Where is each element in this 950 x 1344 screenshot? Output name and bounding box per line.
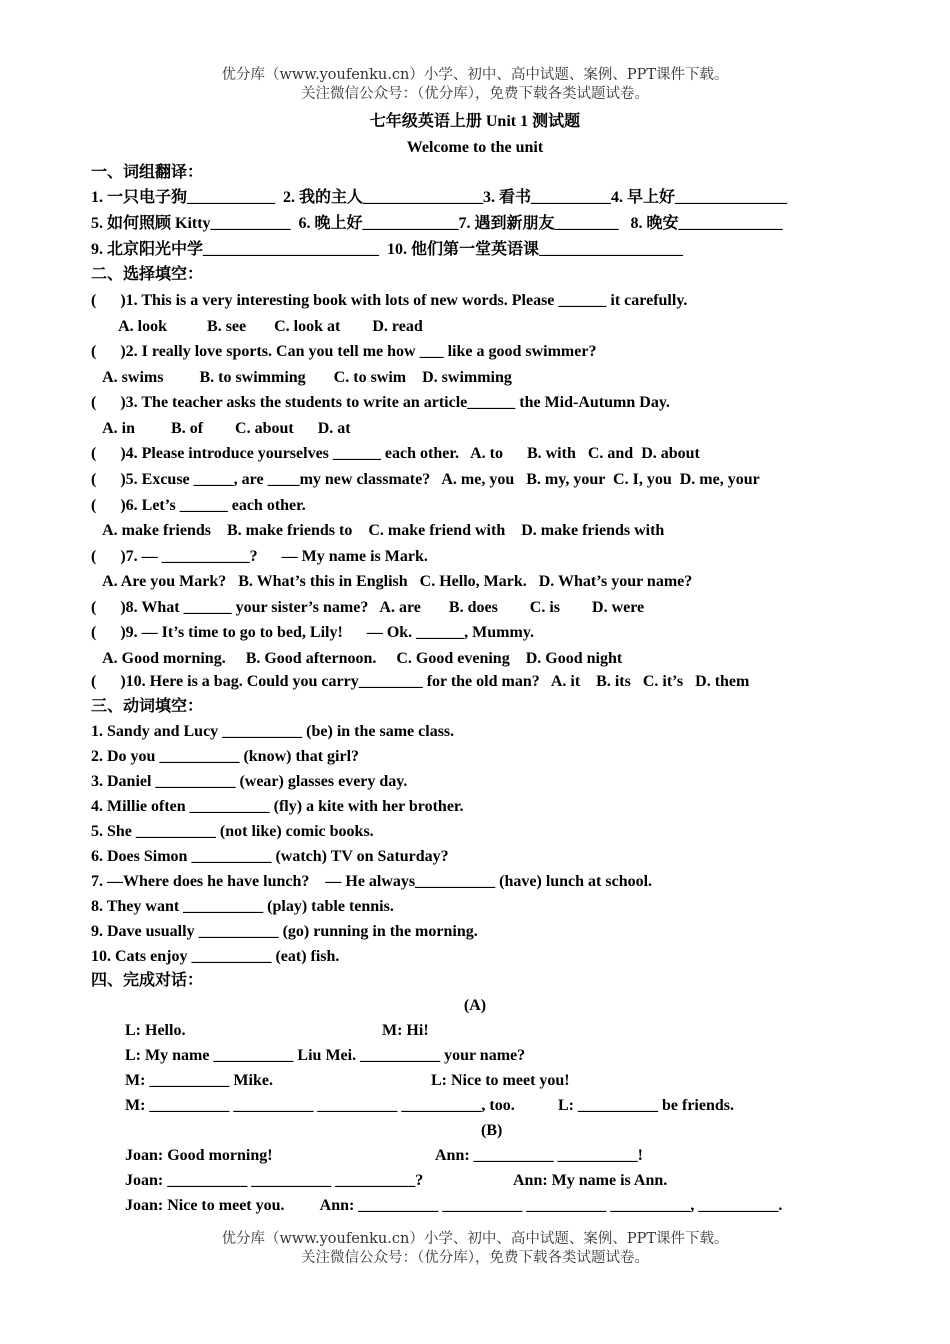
question-6: ( )6. Let’s ______ each other. <box>91 497 306 514</box>
verb-item: 6. Does Simon __________ (watch) TV on Saturday? <box>91 848 449 865</box>
dialogue-b-line-2-left: Joan: __________ __________ __________? <box>125 1172 424 1189</box>
dialogue-a-line-2: L: My name __________ Liu Mei. __________ your name? <box>125 1047 526 1064</box>
dialogue-b-line-1-left: Joan: Good morning! <box>125 1147 273 1164</box>
dialogue-a-line-4-left: M: __________ __________ __________ __________, too. <box>125 1097 515 1114</box>
section1-line: 5. 如何照顾 Kitty__________ 6. 晚上好____________7. 遇到新朋友________ 8. 晚安_____________ <box>91 215 783 232</box>
question-2-options: A. swims B. to swimming C. to swim D. swimming <box>91 369 512 386</box>
dialogue-a-line-1-left: L: Hello. <box>125 1022 186 1039</box>
header-line-2: 关注微信公众号：（优分库），免费下载各类试题试卷。 <box>301 86 649 102</box>
question-2: ( )2. I really love sports. Can you tell me how ___ like a good swimmer? <box>91 343 597 360</box>
question-7: ( )7. — ___________? — My name is Mark. <box>91 548 428 565</box>
verb-item: 9. Dave usually __________ (go) running in the morning. <box>91 923 478 940</box>
page-subtitle: Welcome to the unit <box>406 139 544 156</box>
section4-heading: 四、完成对话： <box>91 972 204 989</box>
verb-item: 3. Daniel __________ (wear) glasses every day. <box>91 773 408 790</box>
dialogue-a-label: (A) <box>463 997 487 1014</box>
dialogue-b-line-1-right: Ann: __________ __________! <box>435 1147 644 1164</box>
section1-heading: 一、词组翻译： <box>91 164 204 181</box>
dialogue-a-line-4-right: L: __________ be friends. <box>558 1097 734 1114</box>
dialogue-b-line-3: Joan: Nice to meet you. Ann: __________ __________ __________ __________, __________. <box>125 1197 783 1214</box>
question-4: ( )4. Please introduce yourselves ______ each other. A. to B. with C. and D. about <box>91 445 700 462</box>
dialogue-a-line-3-right: L: Nice to meet you! <box>431 1072 570 1089</box>
footer-line-2: 关注微信公众号：（优分库），免费下载各类试题试卷。 <box>301 1250 649 1266</box>
dialogue-b-line-2-right: Ann: My name is Ann. <box>513 1172 668 1189</box>
question-9-options: A. Good morning. B. Good afternoon. C. Good evening D. Good night <box>91 650 623 667</box>
question-6-options: A. make friends B. make friends to C. make friend with D. make friends with <box>91 522 665 539</box>
dialogue-a-line-1-right: M: Hi! <box>382 1022 429 1039</box>
footer-line-1: 优分库（www.youfenku.cn）小学、初中、高中试题、案例、PPT课件下载。 <box>221 1231 729 1247</box>
verb-item: 8. They want __________ (play) table tennis. <box>91 898 394 915</box>
dialogue-a-line-3-left: M: __________ Mike. <box>125 1072 273 1089</box>
verb-item: 2. Do you __________ (know) that girl? <box>91 748 360 765</box>
section1-line: 1. 一只电子狗___________ 2. 我的主人_______________3. 看书__________4. 早上好______________ <box>91 189 788 206</box>
section3-heading: 三、动词填空： <box>91 698 204 715</box>
question-5: ( )5. Excuse _____, are ____my new classmate? A. me, you B. my, your C. I, you D. me, your <box>91 471 760 488</box>
section2-heading: 二、选择填空： <box>91 266 204 283</box>
verb-item: 4. Millie often __________ (fly) a kite with her brother. <box>91 798 464 815</box>
verb-item: 10. Cats enjoy __________ (eat) fish. <box>91 948 340 965</box>
question-3-options: A. in B. of C. about D. at <box>91 420 351 437</box>
section1-line: 9. 北京阳光中学______________________ 10. 他们第一堂英语课__________________ <box>91 241 684 258</box>
question-1-options: A. look B. see C. look at D. read <box>91 318 423 335</box>
question-3: ( )3. The teacher asks the students to write an article______ the Mid-Autumn Day. <box>91 394 670 411</box>
header-line-1: 优分库（www.youfenku.cn）小学、初中、高中试题、案例、PPT课件下载。 <box>221 67 729 83</box>
question-10: ( )10. Here is a bag. Could you carry________ for the old man? A. it B. its C. it’s D. them <box>91 673 750 690</box>
question-1: ( )1. This is a very interesting book with lots of new words. Please ______ it carefully. <box>91 292 688 309</box>
verb-item: 1. Sandy and Lucy __________ (be) in the same class. <box>91 723 455 740</box>
verb-item: 5. She __________ (not like) comic books. <box>91 823 374 840</box>
question-9: ( )9. — It’s time to go to bed, Lily! — Ok. ______, Mummy. <box>91 624 534 641</box>
question-8: ( )8. What ______ your sister’s name? A. are B. does C. is D. were <box>91 599 645 616</box>
page-title: 七年级英语上册 Unit 1 测试题 <box>369 113 581 130</box>
dialogue-b-label: (B) <box>481 1122 503 1139</box>
verb-item: 7. —Where does he have lunch? — He always__________ (have) lunch at school. <box>91 873 653 890</box>
question-7-options: A. Are you Mark? B. What’s this in English C. Hello, Mark. D. What’s your name? <box>91 573 693 590</box>
